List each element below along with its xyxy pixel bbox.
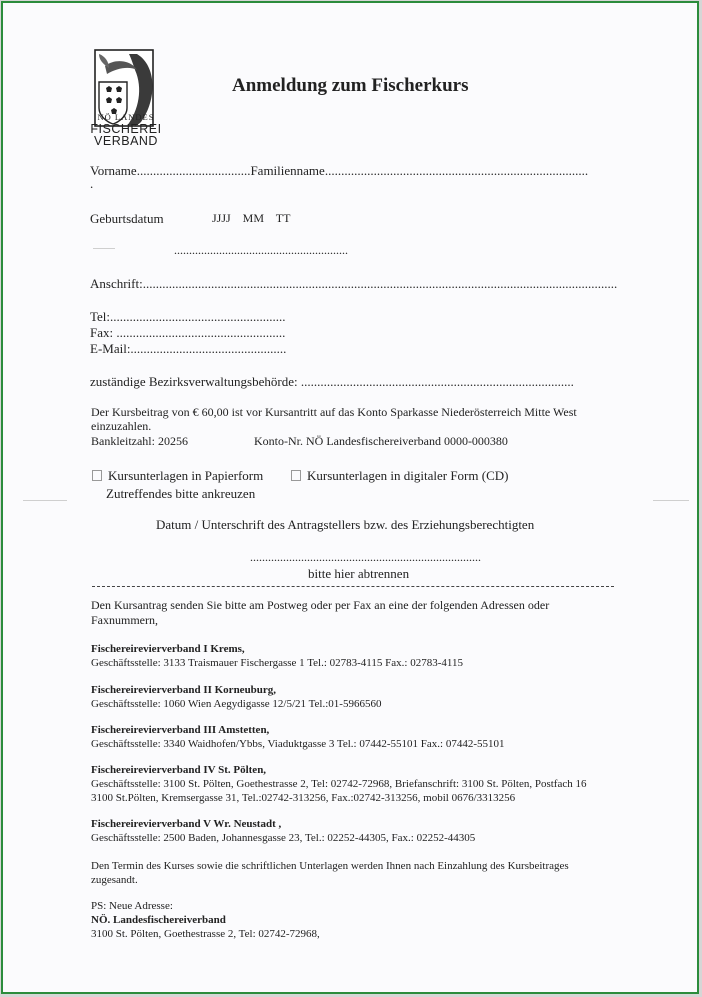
ps-note: PS: Neue Adresse:	[91, 900, 173, 912]
ps-organisation: NÖ. Landesfischereiverband	[91, 914, 226, 926]
smudge-mark-left	[23, 500, 67, 501]
association-name: Fischereirevierverband IV St. Pölten,	[91, 764, 267, 776]
fee-text-line-1: Der Kursbeitrag von € 60,00 ist vor Kursantritt auf das Konto Sparkasse Niederösterreich Mitte West	[91, 405, 577, 419]
option-paper-label: Kursunterlagen in Papierform	[108, 468, 264, 483]
authority-field: zuständige Bezirksverwaltungsbehörde: ....................................................................................	[90, 374, 574, 389]
name-field-line: Vorname...................................Familienname.................................................................................	[90, 163, 589, 178]
logo-line-3: VERBAND	[94, 134, 158, 148]
birthdate-label: Geburtsdatum	[90, 211, 164, 226]
association-address: Geschäftsstelle: 2500 Baden, Johannesgasse 23, Tel.: 02252-44305, Fax.: 02252-44305	[91, 832, 476, 844]
birthdate-format: JJJJ MM TT	[212, 211, 291, 225]
option-digital-label: Kursunterlagen in digitaler Form (CD)	[307, 468, 509, 483]
checkbox-paper[interactable]	[92, 470, 102, 481]
association-address: Geschäftsstelle: 1060 Wien Aegydigasse 12/5/21 Tel.:01-5966560	[91, 698, 382, 710]
logo-line-2: FISCHEREI	[90, 122, 162, 136]
ps-address: 3100 St. Pölten, Goethestrasse 2, Tel: 02742-72968,	[91, 928, 320, 940]
smudge-mark-right	[653, 500, 689, 501]
name-field-dot: .	[90, 176, 94, 191]
check-hint: Zutreffendes bitte ankreuzen	[106, 486, 256, 501]
smudge-mark	[93, 248, 115, 249]
checkbox-digital[interactable]	[291, 470, 301, 481]
logo-line-1: NÖ LANDES	[97, 112, 155, 122]
option-digital	[291, 468, 508, 484]
cut-hint: bitte hier abtrennen	[308, 566, 410, 581]
info-intro-line-2: Faxnummern,	[91, 613, 158, 627]
document-title: Anmeldung zum Fischerkurs	[232, 75, 469, 96]
logo-wordmark	[89, 111, 163, 147]
association-address-2: 3100 St.Pölten, Kremsergasse 31, Tel.:02742-313256, Fax.:02742-313256, mobil 0676/3313256	[91, 792, 516, 804]
extra-dotted-line: ..........................................................	[174, 243, 348, 257]
association-address: Geschäftsstelle: 3133 Traismauer Fischergasse 1 Tel.: 02783-4115 Fax.: 02783-4115	[91, 657, 463, 669]
fee-text-line-2: einzuzahlen.	[91, 419, 152, 433]
association-name: Fischereirevierverband V Wr. Neustadt ,	[91, 818, 282, 830]
association-address: Geschäftsstelle: 3100 St. Pölten, Goethestrasse 2, Tel: 02742-72968, Briefanschrift: 3100 St. Pölten, Postfach 16	[91, 778, 587, 790]
email-field: E-Mail:................................................	[90, 341, 287, 356]
tel-field: Tel:......................................................	[90, 309, 286, 324]
signature-label: Datum / Unterschrift des Antragstellers bzw. des Erziehungsberechtigten	[156, 517, 535, 532]
cut-line	[92, 586, 614, 587]
address-field: Anschrift:..................................................................................................................................................	[90, 276, 618, 291]
association-address: Geschäftsstelle: 3340 Waidhofen/Ybbs, Viaduktgasse 3 Tel.: 07442-55101 Fax.: 07442-55101	[91, 738, 505, 750]
document-page	[1, 1, 699, 994]
closing-text-line-1: Den Termin des Kurses sowie die schriftlichen Unterlagen werden Ihnen nach Einzahlung des Kursbeitrages	[91, 860, 569, 872]
option-paper	[92, 468, 263, 484]
bank-code: Bankleitzahl: 20256	[91, 434, 188, 448]
signature-line: .............................................................................	[250, 550, 481, 564]
fax-field: Fax: ....................................................	[90, 325, 286, 340]
association-name: Fischereirevierverband I Krems,	[91, 643, 245, 655]
account-number: Konto-Nr. NÖ Landesfischereiverband 0000-000380	[254, 434, 508, 448]
closing-text-line-2: zugesandt.	[91, 874, 138, 886]
info-intro-line-1: Den Kursantrag senden Sie bitte am Postweg oder per Fax an eine der folgenden Adressen oder	[91, 598, 550, 612]
association-name: Fischereirevierverband II Korneuburg,	[91, 684, 277, 696]
association-name: Fischereirevierverband III Amstetten,	[91, 724, 270, 736]
